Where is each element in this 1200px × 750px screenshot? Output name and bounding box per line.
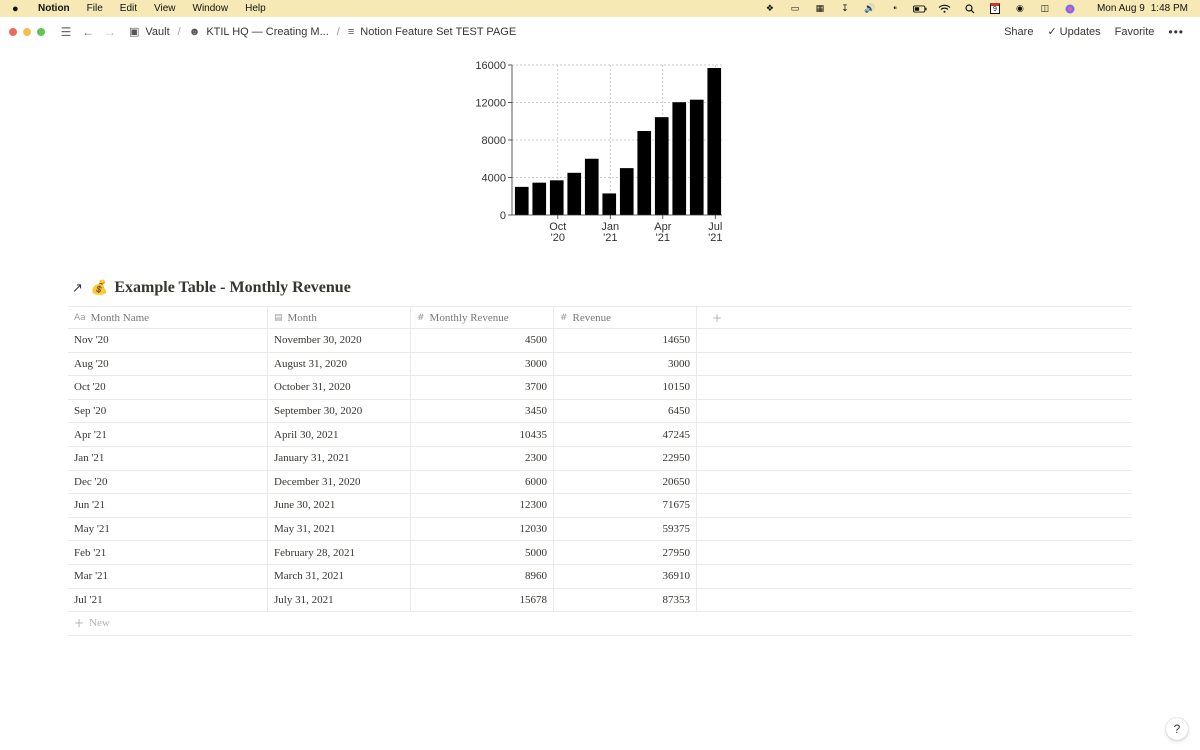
cell-month[interactable]: November 30, 2020	[268, 329, 411, 352]
y-tick-label: 0	[499, 210, 506, 222]
topbar-actions	[990, 17, 1184, 46]
cell-revenue[interactable]: 59375	[554, 518, 697, 541]
chart-bar	[532, 183, 546, 215]
breadcrumb-label: KTIL HQ — Creating M...	[206, 25, 329, 38]
cell-revenue[interactable]: 20650	[554, 471, 697, 494]
menubar-clock[interactable]	[1091, 3, 1188, 14]
minimize-window-button[interactable]	[23, 28, 31, 36]
back-arrow-icon[interactable]: ←	[82, 24, 94, 39]
siri-icon[interactable]	[1063, 4, 1077, 14]
breadcrumb-current-page[interactable]	[348, 26, 516, 38]
breadcrumb-ktil-hq[interactable]	[189, 26, 329, 38]
y-tick-label: 4000	[481, 172, 506, 185]
cell-monthly-revenue[interactable]: 6000	[411, 471, 554, 494]
cell-month-name[interactable]: Nov '20	[68, 329, 268, 352]
zoom-window-button[interactable]	[37, 28, 45, 36]
x-tick-label-year: '21	[603, 232, 618, 244]
download-icon[interactable]: ↧	[841, 3, 849, 13]
control-center-icon[interactable]: ◫	[1040, 3, 1050, 13]
menu-file[interactable]: File	[86, 3, 103, 14]
x-tick-label-month: Jul	[708, 221, 723, 233]
cell-empty	[697, 494, 737, 517]
table-row[interactable]	[68, 518, 1132, 542]
cell-empty	[697, 353, 737, 376]
revenue-bar-chart	[470, 55, 730, 250]
cell-month[interactable]: September 30, 2020	[268, 400, 411, 423]
column-header-month[interactable]	[268, 307, 411, 328]
table-row[interactable]	[68, 400, 1132, 424]
cell-month-name[interactable]: Oct '20	[68, 376, 268, 399]
title-property-icon: Aa	[74, 312, 86, 323]
breadcrumb-separator: /	[177, 25, 181, 38]
number-property-icon: #	[417, 312, 425, 323]
new-row-button[interactable]	[68, 612, 1132, 636]
status-area	[752, 0, 1188, 17]
share-button[interactable]: Share	[1004, 25, 1034, 38]
cell-revenue[interactable]: 36910	[554, 565, 697, 588]
cell-revenue[interactable]: 14650	[554, 329, 697, 352]
table-row[interactable]	[68, 589, 1132, 613]
cell-monthly-revenue[interactable]: 4500	[411, 329, 554, 352]
chart-bar	[602, 193, 616, 215]
checkmark-icon: ✓	[1047, 26, 1057, 38]
menubar-date: Mon Aug 9	[1096, 3, 1145, 14]
date-property-icon: ▤	[274, 312, 283, 323]
cell-month[interactable]: February 28, 2021	[268, 541, 411, 564]
cell-monthly-revenue[interactable]: 5000	[411, 541, 554, 564]
forward-arrow-icon[interactable]: →	[104, 24, 116, 39]
table-row[interactable]	[68, 376, 1132, 400]
macos-menubar	[0, 0, 1200, 17]
column-header-label: Revenue	[572, 311, 612, 324]
volume-icon[interactable]: 🔊	[864, 3, 876, 13]
cell-monthly-revenue[interactable]: 3700	[411, 376, 554, 399]
x-tick-label-month: Oct	[549, 221, 567, 233]
chart-bar	[585, 159, 599, 215]
new-row-cell	[68, 612, 116, 635]
help-button[interactable]: ?	[1166, 718, 1188, 740]
number-property-icon: #	[560, 312, 568, 323]
more-options-icon[interactable]: •••	[1168, 24, 1184, 39]
chart-bar	[707, 68, 721, 215]
money-bag-icon: 💰	[90, 280, 109, 296]
chart-bar	[515, 187, 529, 215]
column-header-label: Month	[287, 311, 317, 324]
y-tick-label: 16000	[475, 60, 506, 72]
cell-month[interactable]: December 31, 2020	[268, 471, 411, 494]
cell-month[interactable]: April 30, 2021	[268, 423, 411, 446]
table-header-row	[68, 306, 1132, 329]
close-window-button[interactable]	[9, 28, 17, 36]
screen-mirror-icon[interactable]: ▭	[790, 3, 800, 13]
cell-empty	[697, 471, 737, 494]
cell-month-name[interactable]: Jun '21	[68, 494, 268, 517]
menu-notion[interactable]: Notion	[38, 3, 70, 14]
cell-month-name[interactable]: Jan '21	[68, 447, 268, 470]
cell-month[interactable]: August 31, 2020	[268, 353, 411, 376]
table-row[interactable]	[68, 423, 1132, 447]
breadcrumb-separator: /	[336, 25, 340, 38]
cell-monthly-revenue[interactable]: 8960	[411, 565, 554, 588]
menu-edit[interactable]: Edit	[119, 3, 138, 14]
chart-bar	[690, 100, 704, 215]
x-tick-label-month: Apr	[654, 221, 672, 233]
column-header-label: Monthly Revenue	[429, 311, 509, 324]
sidebar-menu-icon[interactable]: ☰	[60, 24, 72, 39]
table-row[interactable]	[68, 471, 1132, 495]
cell-month-name[interactable]: Aug '20	[68, 353, 268, 376]
updates-button[interactable]: Updates	[1059, 25, 1101, 38]
cell-monthly-revenue[interactable]: 2300	[411, 447, 554, 470]
avatar-face-icon: ☻	[188, 25, 201, 38]
apple-icon[interactable]: ●	[12, 2, 19, 15]
cell-month[interactable]: June 30, 2021	[268, 494, 411, 517]
breadcrumb-label: Notion Feature Set TEST PAGE	[360, 25, 517, 38]
cell-month[interactable]: July 31, 2021	[268, 589, 411, 612]
cell-empty	[697, 589, 737, 612]
wifi-icon[interactable]	[938, 4, 952, 14]
table-row[interactable]	[68, 329, 1132, 353]
x-tick-label-year: '21	[655, 232, 670, 244]
battery-icon[interactable]	[913, 4, 927, 14]
cell-revenue[interactable]: 71675	[554, 494, 697, 517]
y-tick-label: 12000	[475, 97, 506, 110]
cell-revenue[interactable]: 3000	[554, 353, 697, 376]
cell-empty	[697, 447, 737, 470]
cell-revenue[interactable]: 6450	[554, 400, 697, 423]
column-header-revenue[interactable]	[554, 307, 697, 328]
notion-topbar	[0, 17, 1200, 46]
cell-revenue[interactable]: 47245	[554, 423, 697, 446]
password-manager-icon[interactable]: ◉	[1016, 3, 1024, 13]
table-row[interactable]	[68, 565, 1132, 589]
cell-empty	[697, 423, 737, 446]
cell-month[interactable]: May 31, 2021	[268, 518, 411, 541]
column-header-monthly-revenue[interactable]	[411, 307, 554, 328]
cell-monthly-revenue[interactable]: 3450	[411, 400, 554, 423]
x-tick-label-year: '21	[708, 232, 723, 244]
table-heading	[72, 279, 351, 297]
table-row[interactable]	[68, 494, 1132, 518]
app-menu	[38, 3, 283, 14]
table-row[interactable]	[68, 541, 1132, 565]
chart-bar	[567, 173, 581, 215]
cell-monthly-revenue[interactable]: 10435	[411, 423, 554, 446]
cell-month-name[interactable]: Apr '21	[68, 423, 268, 446]
cell-monthly-revenue[interactable]: 15678	[411, 589, 554, 612]
cell-revenue[interactable]: 87353	[554, 589, 697, 612]
menu-help[interactable]: Help	[245, 3, 266, 14]
cell-revenue[interactable]: 27950	[554, 541, 697, 564]
cell-month-name[interactable]: May '21	[68, 518, 268, 541]
table-row[interactable]	[68, 353, 1132, 377]
table-title[interactable]: Example Table - Monthly Revenue	[114, 279, 351, 296]
layers-icon: ≡	[347, 25, 355, 38]
cell-empty	[697, 400, 737, 423]
add-property-icon[interactable]: +	[711, 310, 723, 325]
cell-empty	[697, 518, 737, 541]
bluetooth-icon[interactable]: ⁌	[892, 3, 898, 13]
spotlight-search-icon[interactable]	[963, 4, 977, 14]
menubar-time: 1:48 PM	[1150, 3, 1188, 14]
chart-bar	[637, 131, 651, 215]
x-tick-label-year: '20	[550, 232, 565, 244]
cell-empty	[697, 565, 737, 588]
column-header-month-name[interactable]	[68, 307, 268, 328]
cell-month-name[interactable]: Feb '21	[68, 541, 268, 564]
cell-empty	[697, 541, 737, 564]
cell-month[interactable]: March 31, 2021	[268, 565, 411, 588]
cell-revenue[interactable]: 10150	[554, 376, 697, 399]
cell-monthly-revenue[interactable]: 12030	[411, 518, 554, 541]
plus-icon: +	[74, 616, 85, 631]
cell-month[interactable]: January 31, 2021	[268, 447, 411, 470]
table-body	[68, 329, 1132, 612]
linked-database-arrow-icon[interactable]: ↗	[72, 280, 83, 296]
archive-box-icon: ▣	[129, 26, 140, 38]
cell-month-name[interactable]: Dec '20	[68, 471, 268, 494]
calendar-icon[interactable]	[988, 4, 1002, 14]
favorite-button[interactable]: Favorite	[1114, 25, 1155, 38]
dropbox-icon[interactable]: ❖	[765, 3, 774, 13]
calendar-day: 9	[990, 3, 1000, 14]
new-row-label: New	[89, 617, 110, 630]
revenue-table	[68, 306, 1132, 636]
chart-bar	[550, 180, 564, 215]
column-header-label: Month Name	[90, 311, 150, 324]
cell-monthly-revenue[interactable]: 12300	[411, 494, 554, 517]
cell-month-name[interactable]: Mar '21	[68, 565, 268, 588]
breadcrumb-label: Vault	[145, 25, 170, 38]
cell-monthly-revenue[interactable]: 3000	[411, 353, 554, 376]
menu-view[interactable]: View	[154, 3, 176, 14]
chart-bar	[655, 117, 669, 215]
chart-bar	[672, 102, 686, 215]
cell-month[interactable]: October 31, 2020	[268, 376, 411, 399]
cell-month-name[interactable]: Jul '21	[68, 589, 268, 612]
table-row[interactable]	[68, 447, 1132, 471]
y-tick-label: 8000	[481, 135, 506, 147]
breadcrumb-vault[interactable]	[129, 25, 170, 38]
cell-month-name[interactable]: Sep '20	[68, 400, 268, 423]
cell-empty	[697, 376, 737, 399]
chart-bar	[620, 168, 634, 215]
cell-revenue[interactable]: 22950	[554, 447, 697, 470]
window-controls	[9, 28, 51, 36]
breadcrumb	[129, 25, 516, 38]
menu-window[interactable]: Window	[192, 3, 229, 14]
cell-empty	[697, 329, 737, 352]
window-manager-icon[interactable]: ▦	[815, 3, 825, 13]
x-tick-label-month: Jan	[601, 221, 620, 233]
